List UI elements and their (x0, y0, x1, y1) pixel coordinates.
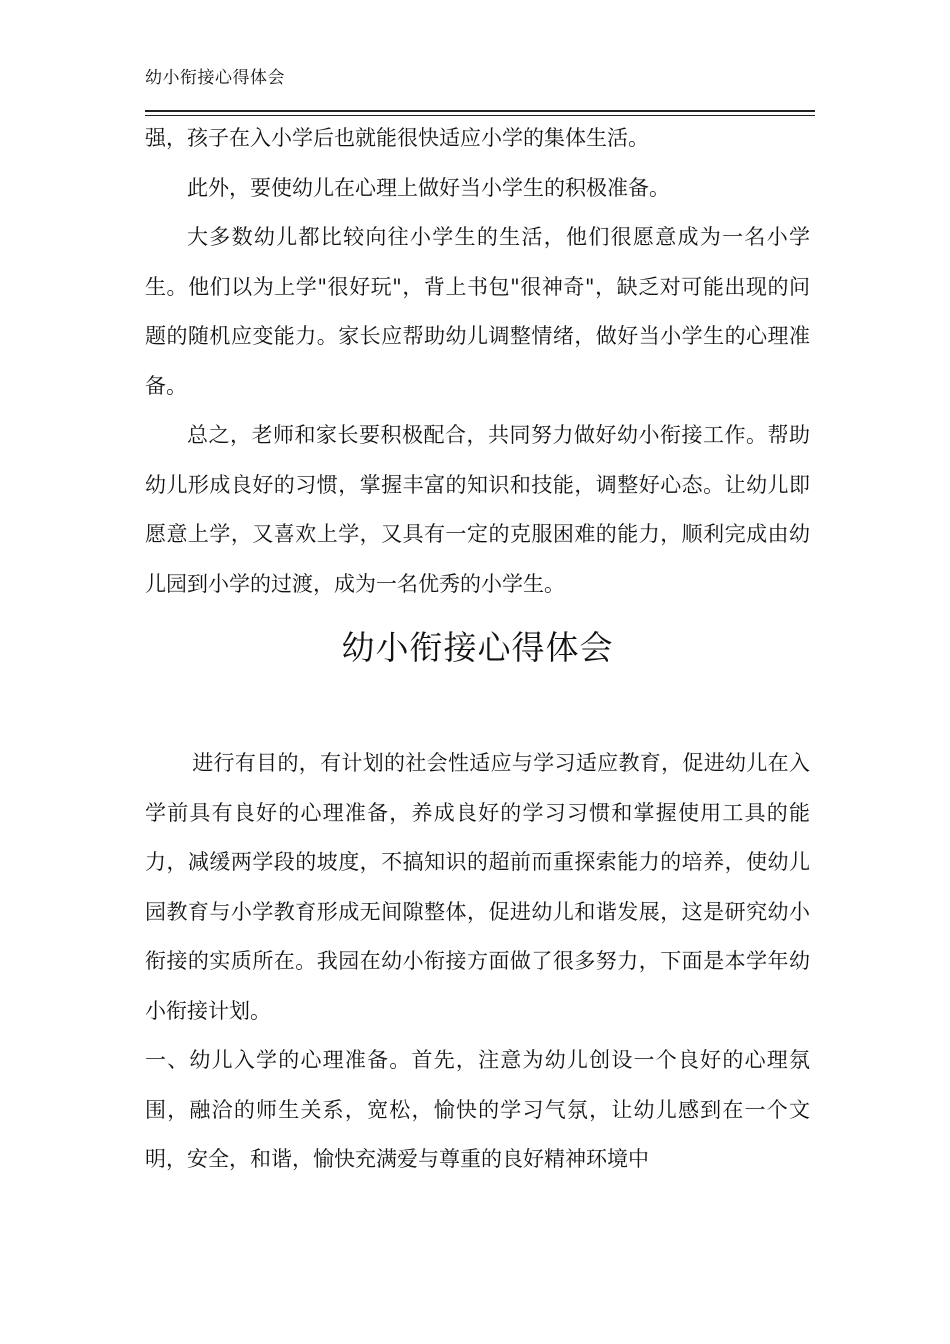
paragraph: 大多数幼儿都比较向往小学生的生活，他们很愿意成为一名小学生。他们以为上学"很好玩"，背上书包"很神奇"，缺乏对可能出现的问题的随机应变能力。家长应帮助幼儿调整情绪，做好当小学生的心理准备。 (145, 225, 810, 398)
header-rule-thick (145, 110, 815, 112)
section-two-body (145, 739, 810, 1185)
running-header: 幼小衔接心得体会 (145, 68, 285, 88)
paragraph: 总之，老师和家长要积极配合，共同努力做好幼小衔接工作。帮助幼儿形成良好的习惯，掌握丰富的知识和技能，调整好心态。让幼儿即愿意上学，又喜欢上学，又具有一定的克服困难的能力，顺利完成由幼儿园到小学的过渡，成为一名优秀的小学生。 (145, 423, 810, 596)
paragraph: 此外，要使幼儿在心理上做好当小学生的积极准备。 (187, 175, 670, 200)
document-title: 幼小衔接心得体会 (341, 628, 614, 667)
paragraph-numbered: 一、幼儿入学的心理准备。首先，注意为幼儿创设一个良好的心理氛围，融洽的师生关系，宽松，愉快的学习气氛，让幼儿感到在一个文明，安全，和谐，愉快充满爱与尊重的良好精神环境中 (145, 1048, 810, 1171)
paragraph-continued: 强，孩子在入小学后也就能很快适应小学的集体生活。 (145, 126, 649, 150)
paragraph: 进行有目的，有计划的社会性适应与学习适应教育，促进幼儿在入学前具有良好的心理准备，养成良好的学习习惯和掌握使用工具的能力，减缓两学段的坡度，不搞知识的超前而重探索能力的培养，使幼儿园教育与小学教育形成无间隙整体，促进幼儿和谐发展，这是研究幼小衔接的实质所在。我园在幼小衔接方面做了很多努力，下面是本学年幼小衔接计划。 (145, 751, 810, 1023)
section-one-body (145, 114, 810, 609)
